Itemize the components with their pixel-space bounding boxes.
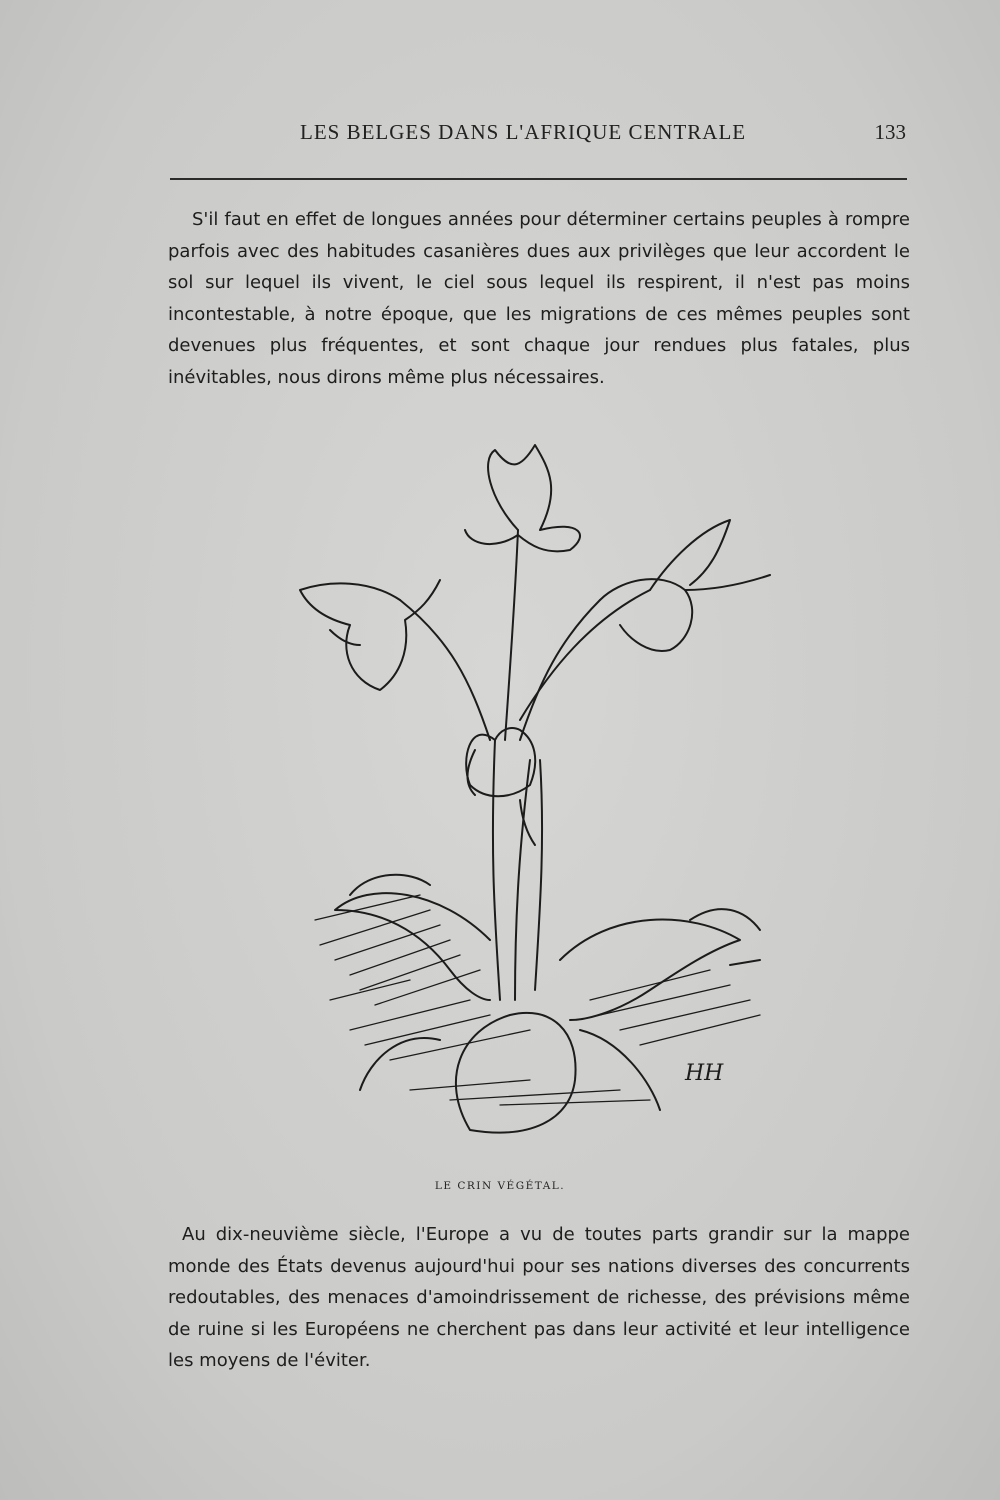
plant-illustration <box>290 440 780 1086</box>
running-head <box>170 120 910 150</box>
flower-top <box>465 445 580 551</box>
illustration-signature: HH <box>685 1061 724 1086</box>
plant-base <box>456 1013 576 1133</box>
leaf-right <box>560 920 740 1020</box>
paragraph-1: S'il faut en effet de longues années pour déterminer certains peuples à rompre parfois avec des habitudes casanières dues aux privilèges que leur accordent le sol sur lequel ils vivent, le ciel sous lequel ils respirent, il n'est pas moins incontestable, à notre époque, que les migrations de ces mêmes peuples sont devenues plus fréquentes, et sont chaque jour rendues plus fatales, plus inévitables, nous dirons même plus nécessaires. <box>168 209 910 388</box>
flower-middle <box>466 728 535 796</box>
running-title: LES BELGES DANS L'AFRIQUE CENTRALE <box>300 120 747 144</box>
flower-left <box>300 580 440 690</box>
flower-right <box>600 579 692 651</box>
paragraph-2: Au dix-neuvième siècle, l'Europe a vu de toutes parts grandir sur la mappe monde des États devenus aujourd'hui pour ses nations diverses des concurrents redoutables, des menaces d'amoindrissement de richesse, des prévisions même de ruine si les Européens ne cherchent pas dans leur activité et leur intelligence les moyens de l'éviter. <box>168 1224 910 1371</box>
header-rule <box>170 178 907 180</box>
figure-caption: LE CRIN VÉGÉTAL. <box>434 1180 566 1192</box>
page-number: 133 <box>874 120 906 144</box>
stem-main <box>493 740 500 1000</box>
